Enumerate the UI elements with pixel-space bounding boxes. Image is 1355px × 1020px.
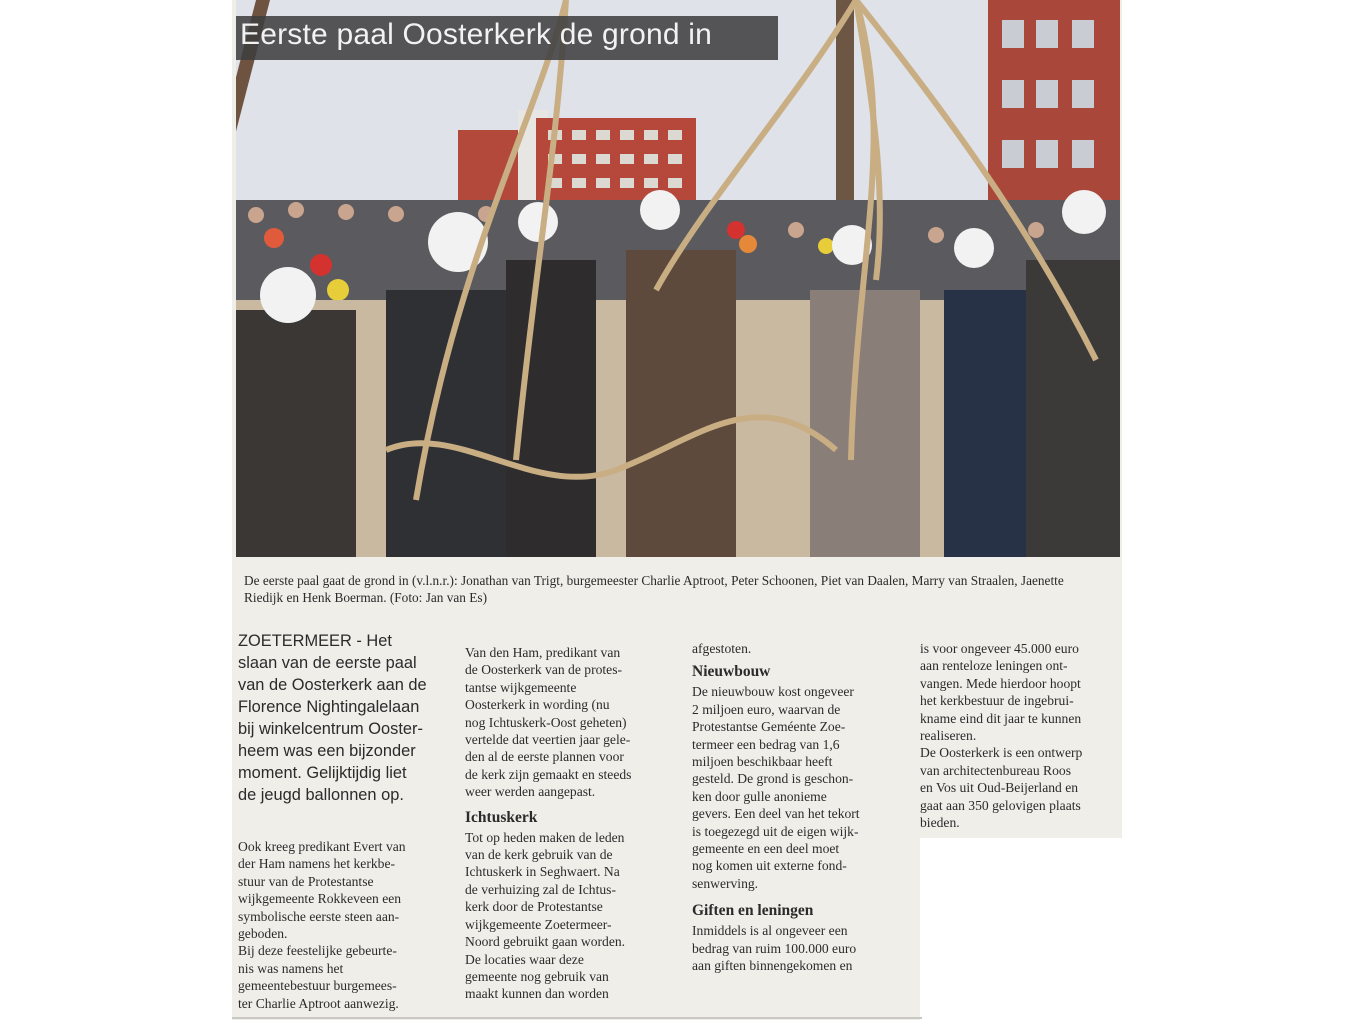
lead-paragraph: ZOETERMEER - Het slaan van de eerste paal van de Oosterkerk aan de Florence Nightingalelaan bij winkelcentrum Ooster- heem was een bijzonder moment. Gelijktijdig liet de jeugd ballonnen op. (238, 632, 427, 804)
subhead-nieuwbouw: Nieuwbouw (692, 663, 771, 681)
headline: Eerste paal Oosterkerk de grond in (240, 18, 713, 51)
column-1 (238, 838, 452, 1012)
column-3-text: afgestoten. (692, 641, 752, 656)
photo-caption: De eerste paal gaat de grond in (v.l.n.r.): Jonathan van Trigt, burgemeester Charlie Aptroot, Peter Schoonen, Piet van Daalen, Marry van Straalen, Jaenette Riedijk en Henk Boerman. (Foto: Jan van Es) (244, 573, 1064, 605)
column-2 (465, 644, 680, 1003)
blank-area (920, 838, 1122, 1020)
bottom-edge (232, 1017, 922, 1019)
column-2-text: Van den Ham, predikant van de Oosterkerk van de protes- tantse wijkgemeente Oosterkerk in wording (nu nog Ichtuskerk-Oost geheten) vertelde dat veertien jaar gele- den al de eerste plannen voor de kerk zijn gemaakt en steeds weer werden aangepast. (465, 645, 632, 800)
column-3 (692, 640, 907, 975)
column-4 (920, 640, 1120, 831)
column-3-text-2: De nieuwbouw kost ongeveer 2 miljoen euro, waarvan de Protestantse Geméente Zoe- termeer een bedrag van 1,6 miljoen beschikbaar heeft gesteld. De grond is geschon- ken door gulle anonieme gevers. Een deel van het tekort is toegezegd uit de eigen wijk- gemeente en een deel moet nog komen uit externe fond- senwerving. (692, 684, 860, 891)
column-4-text: is voor ongeveer 45.000 euro aan renteloze leningen ont- vangen. Mede hierdoor hoopt het kerkbestuur de ingebrui- kname eind dit jaar te kunnen realiseren. De Oosterkerk is een ontwerp van architectenbureau Roos en Vos uit Oud-Beijerland en gaat aan 350 gelovigen plaats bieden. (920, 641, 1083, 831)
column-1-text: Ook kreeg predikant Evert van der Ham namens het kerkbe- stuur van de Protestantse wijkgemeente Rokkeveen een symbolische eerste steen aan- geboden. Bij deze feestelijke gebeurte- nis was namens het gemeentebestuur burgemees- ter Charlie Aptroot aanwezig. (238, 839, 406, 1011)
column-2-text-2: Tot op heden maken de leden van de kerk gebruik van de Ichtuskerk in Seghwaert. Na de verhuizing zal de Ichtus- kerk door de Protestantse wijkgemeente Zoetermeer- Noord gebruikt gaan worden. De locaties waar deze gemeente nog gebruik van maakt kunnen dan worden (465, 829, 626, 1002)
photo-illustration (236, 0, 1120, 557)
subhead-ichtuskerk: Ichtuskerk (465, 808, 538, 826)
news-photo (236, 0, 1120, 557)
subhead-giften-en-leningen: Giften en leningen (692, 902, 814, 920)
column-3-text-3: Inmiddels is al ongeveer een bedrag van ruim 100.000 euro aan giften binnengekomen en (692, 923, 857, 974)
